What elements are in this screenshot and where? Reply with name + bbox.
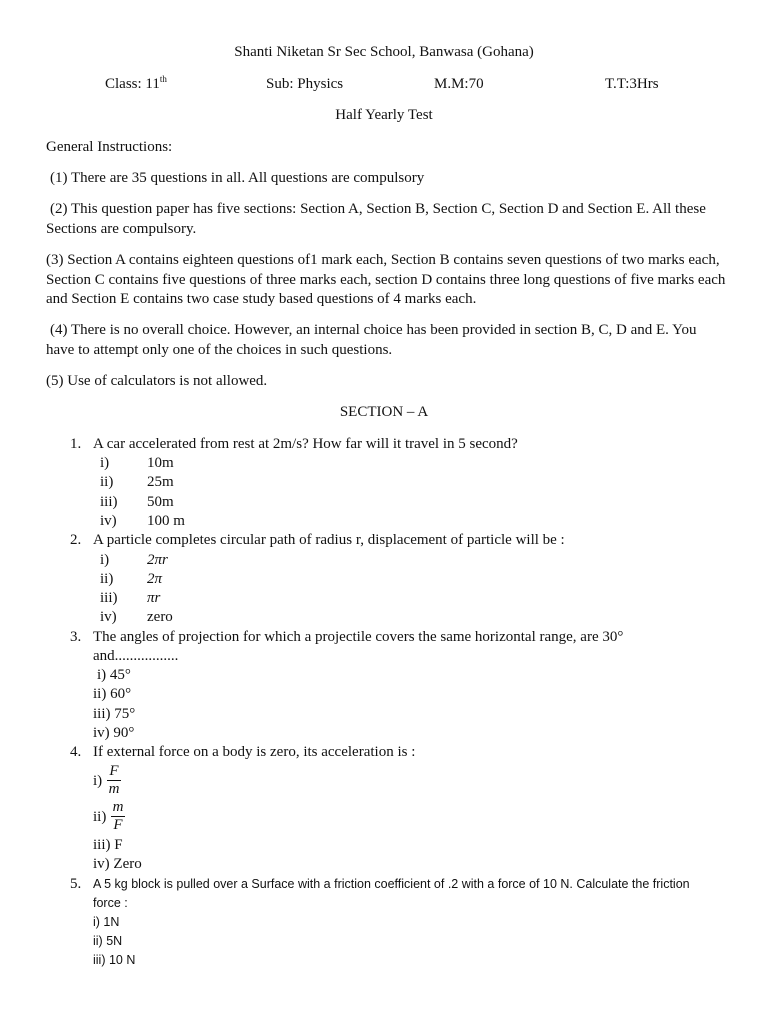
option-label: i) bbox=[100, 552, 110, 568]
school-name: Shanti Niketan Sr Sec School, Banwasa (Gohana) bbox=[234, 44, 534, 60]
question-text: A car accelerated from rest at 2m/s? How far will it travel in 5 second? bbox=[93, 436, 518, 452]
option-text: ii) 5N bbox=[93, 934, 123, 948]
option-text: 2πr bbox=[147, 552, 168, 568]
option-text: 10m bbox=[147, 455, 174, 471]
fraction-numerator: F bbox=[109, 763, 119, 779]
fraction-denominator: m bbox=[108, 781, 120, 797]
question-number: 5. bbox=[70, 876, 82, 892]
instruction-item: (3) Section A contains eighteen questions of1 mark each, Section B contains seven questions of two marks each, Section C contains five questions of three marks each, section D contains three long questions of five marks each and Section E contains two case study based questions of 4 marks each. bbox=[46, 252, 726, 307]
option-text: πr bbox=[147, 590, 161, 606]
option-label: ii) bbox=[100, 571, 114, 587]
option-text: 50m bbox=[147, 494, 174, 510]
class-label: Class: 11th bbox=[105, 74, 167, 92]
option-text: iv) 90° bbox=[93, 725, 135, 741]
option-text: zero bbox=[147, 609, 173, 625]
instruction-item: (5) Use of calculators is not allowed. bbox=[46, 373, 268, 389]
option-label: iv) bbox=[100, 609, 117, 625]
question-text: The angles of projection for which a projectile covers the same horizontal range, are 30° bbox=[93, 629, 624, 645]
subject-label: Sub: Physics bbox=[266, 76, 344, 92]
max-marks-label: M.M:70 bbox=[434, 76, 484, 92]
question-text: force : bbox=[93, 896, 128, 910]
option-text: 2π bbox=[147, 571, 163, 587]
option-label: i) bbox=[100, 455, 110, 471]
question-text: and................. bbox=[93, 648, 179, 664]
option-text: iii) F bbox=[93, 837, 123, 853]
fraction-denominator: F bbox=[113, 817, 123, 833]
instruction-item: (4) There is no overall choice. However, an internal choice has been provided in section B, C, D and E. You have to attempt only one of the choices in such questions. bbox=[46, 322, 697, 358]
option-label: iii) bbox=[100, 494, 118, 510]
option-label: iv) bbox=[100, 513, 117, 529]
time-label: T.T:3Hrs bbox=[605, 76, 659, 92]
option-text: iv) Zero bbox=[93, 856, 142, 872]
option-text: iii) 75° bbox=[93, 706, 136, 722]
fraction-f-over-m bbox=[107, 763, 121, 798]
question-number: 1. bbox=[70, 436, 82, 452]
instruction-item: (2) This question paper has five sections: Section A, Section B, Section C, Section D and Section E. All these Sections are compulsory. bbox=[46, 201, 706, 237]
question-text: If external force on a body is zero, its acceleration is : bbox=[93, 744, 416, 760]
question-text: A 5 kg block is pulled over a Surface with a friction coefficient of .2 with a force of 10 N. Calculate the friction bbox=[93, 877, 690, 891]
question-text: A particle completes circular path of radius r, displacement of particle will be : bbox=[93, 532, 565, 548]
test-title: Half Yearly Test bbox=[335, 107, 433, 123]
option-text: i) 45° bbox=[97, 667, 131, 683]
question-number: 3. bbox=[70, 629, 82, 645]
instruction-item: (1) There are 35 questions in all. All questions are compulsory bbox=[50, 170, 425, 186]
fraction-m-over-f bbox=[111, 799, 125, 834]
option-text: 100 m bbox=[147, 513, 185, 529]
option-text: ii) 60° bbox=[93, 686, 132, 702]
option-label: ii) bbox=[93, 809, 107, 825]
option-label: iii) bbox=[100, 590, 118, 606]
option-label: ii) bbox=[100, 474, 114, 490]
question-number: 4. bbox=[70, 744, 82, 760]
option-label: i) bbox=[93, 773, 103, 789]
section-a-title: SECTION – A bbox=[339, 404, 429, 420]
option-text: i) 1N bbox=[93, 915, 120, 929]
instructions-heading: General Instructions: bbox=[46, 139, 173, 155]
option-text: iii) 10 N bbox=[93, 953, 136, 967]
fraction-numerator: m bbox=[112, 799, 124, 815]
option-text: 25m bbox=[147, 474, 174, 490]
question-number: 2. bbox=[70, 532, 82, 548]
